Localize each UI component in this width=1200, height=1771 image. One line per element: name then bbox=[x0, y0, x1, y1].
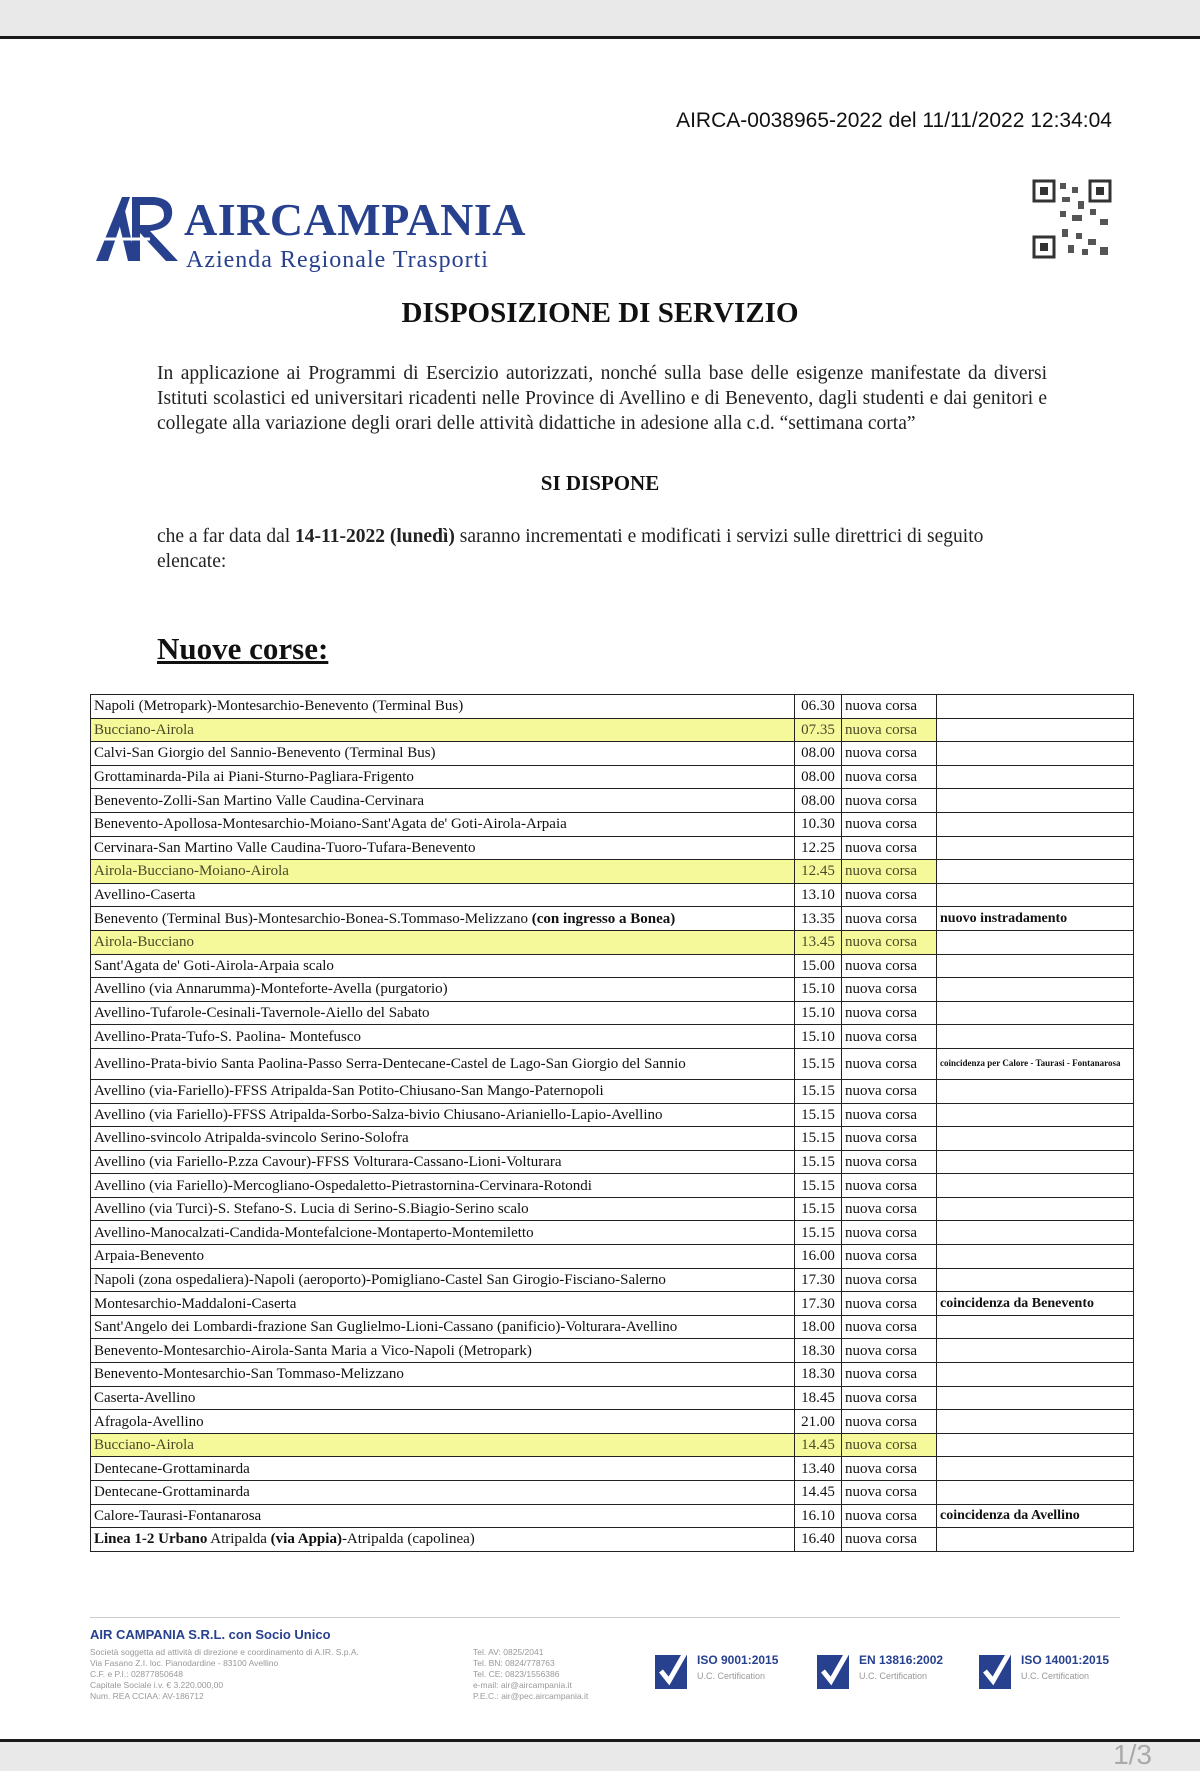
time-cell: 15.15 bbox=[795, 1174, 842, 1198]
route-text: Benevento (Terminal Bus)-Montesarchio-Bonea-S.Tommaso-Melizzano bbox=[94, 910, 532, 927]
route-cell bbox=[91, 1103, 795, 1127]
route-text: Avellino (via Fariello)-Mercogliano-Ospedaletto-Pietrastornina-Cervinara-Rotondi bbox=[94, 1177, 592, 1194]
type-cell: nuova corsa bbox=[842, 1221, 937, 1245]
route-cell bbox=[91, 1457, 795, 1481]
route-text: Afragola-Avellino bbox=[94, 1413, 204, 1430]
note-cell: coincidenza da Avellino bbox=[937, 1504, 1134, 1528]
route-text: Benevento-Montesarchio-Airola-Santa Maria a Vico-Napoli (Metropark) bbox=[94, 1342, 532, 1359]
route-text: Avellino-Prata-Tufo-S. Paolina- Montefusco bbox=[94, 1028, 362, 1045]
time-cell: 14.45 bbox=[795, 1433, 842, 1457]
table-row bbox=[91, 1315, 1134, 1339]
route-cell bbox=[91, 1504, 795, 1528]
time-cell: 12.25 bbox=[795, 836, 842, 860]
time-cell: 15.15 bbox=[795, 1127, 842, 1151]
table-row bbox=[91, 1174, 1134, 1198]
time-cell: 15.15 bbox=[795, 1221, 842, 1245]
time-cell: 13.40 bbox=[795, 1457, 842, 1481]
intro-paragraph: In applicazione ai Programmi di Esercizio autorizzati, nonché sulla base delle esigenze manifestate da diversi Istituti scolastici ed universitari ricadenti nelle Province di Avellino e di Benevento, dagli studenti e dai genitori e collegate alla variazione degli orari delle attività didattiche in adesione alla c.d. “settimana corta” bbox=[157, 363, 1047, 434]
note-cell bbox=[937, 836, 1134, 860]
table-row bbox=[91, 978, 1134, 1002]
certification-sub: U.C. Certification bbox=[697, 1671, 766, 1681]
route-text: Sant'Angelo dei Lombardi-frazione San Guglielmo-Lioni-Cassano (panificio)-Volturara-Avellino bbox=[94, 1319, 678, 1336]
note-cell: nuovo instradamento bbox=[937, 907, 1134, 931]
route-text: Airola-Bucciano bbox=[94, 934, 194, 951]
table-row bbox=[91, 765, 1134, 789]
note-cell bbox=[937, 1528, 1134, 1552]
time-cell: 16.40 bbox=[795, 1528, 842, 1552]
note-cell bbox=[937, 1221, 1134, 1245]
route-text: Sant'Agata de' Goti-Airola-Arpaia scalo bbox=[94, 957, 334, 974]
document-page bbox=[0, 36, 1200, 1770]
route-text: Benevento-Zolli-San Martino Valle Caudina-Cervinara bbox=[94, 792, 425, 809]
route-cell bbox=[91, 930, 795, 954]
time-cell: 17.30 bbox=[795, 1268, 842, 1292]
note-cell bbox=[937, 1410, 1134, 1434]
note-cell bbox=[937, 1079, 1134, 1103]
note-cell bbox=[937, 1268, 1134, 1292]
table-row bbox=[91, 1103, 1134, 1127]
table-row bbox=[91, 1245, 1134, 1269]
contact-line: Tel. BN: 0824/778763 bbox=[473, 1658, 555, 1668]
route-cell bbox=[91, 718, 795, 742]
certification-sub: U.C. Certification bbox=[1021, 1671, 1090, 1681]
decree-text-after: saranno incrementati e modificati i servizi sulle direttrici di seguito elencate: bbox=[157, 526, 984, 572]
route-cell bbox=[91, 1386, 795, 1410]
route-cell bbox=[91, 836, 795, 860]
note-cell bbox=[937, 883, 1134, 907]
route-text: Avellino-Tufarole-Cesinali-Tavernole-Aiello del Sabato bbox=[94, 1005, 430, 1022]
time-cell: 08.00 bbox=[795, 765, 842, 789]
routes-table bbox=[90, 694, 1134, 1552]
type-cell: nuova corsa bbox=[842, 1268, 937, 1292]
route-text: Avellino-Prata-bivio Santa Paolina-Passo Serra-Dentecane-Castel de Lago-San Giorgio del Sannio bbox=[94, 1055, 686, 1072]
page-number: 1/3 bbox=[1113, 1739, 1152, 1770]
table-row bbox=[91, 742, 1134, 766]
type-cell: nuova corsa bbox=[842, 1339, 937, 1363]
type-cell: nuova corsa bbox=[842, 907, 937, 931]
time-cell: 06.30 bbox=[795, 695, 842, 719]
time-cell: 16.10 bbox=[795, 1504, 842, 1528]
route-text: Avellino (via Fariello)-FFSS Atripalda-Sorbo-Salza-bivio Chiusano-Arianiello-Lapio-Avellino bbox=[94, 1106, 663, 1123]
table-row bbox=[91, 1528, 1134, 1552]
type-cell: nuova corsa bbox=[842, 1079, 937, 1103]
time-cell: 16.00 bbox=[795, 1245, 842, 1269]
time-cell: 13.10 bbox=[795, 883, 842, 907]
type-cell: nuova corsa bbox=[842, 1245, 937, 1269]
type-cell: nuova corsa bbox=[842, 789, 937, 813]
time-cell: 15.15 bbox=[795, 1103, 842, 1127]
route-cell bbox=[91, 1127, 795, 1151]
route-cell bbox=[91, 742, 795, 766]
type-cell: nuova corsa bbox=[842, 812, 937, 836]
route-text: Arpaia-Benevento bbox=[94, 1248, 204, 1265]
route-cell bbox=[91, 860, 795, 884]
route-text: Avellino-Caserta bbox=[94, 887, 196, 904]
route-cell bbox=[91, 1025, 795, 1049]
route-text: Avellino (via-Fariello)-FFSS Atripalda-San Potito-Chiusano-San Mango-Paternopoli bbox=[94, 1083, 604, 1100]
company-name: AIR CAMPANIA S.R.L. con Socio Unico bbox=[90, 1627, 331, 1642]
type-cell: nuova corsa bbox=[842, 1103, 937, 1127]
table-row bbox=[91, 812, 1134, 836]
contact-line: Tel. CE: 0823/1556386 bbox=[473, 1669, 560, 1679]
route-cell bbox=[91, 1001, 795, 1025]
type-cell: nuova corsa bbox=[842, 1127, 937, 1151]
route-text: Napoli (zona ospedaliera)-Napoli (aeroporto)-Pomigliano-Castel San Girogio-Fisciano-Salerno bbox=[94, 1271, 666, 1288]
route-cell bbox=[91, 1174, 795, 1198]
certification-name: ISO 14001:2015 bbox=[1021, 1653, 1110, 1667]
route-bold-text: (via Appia) bbox=[270, 1531, 342, 1548]
route-bold-text: Linea 1-2 Urbano bbox=[94, 1531, 208, 1548]
type-cell: nuova corsa bbox=[842, 1197, 937, 1221]
time-cell: 18.30 bbox=[795, 1363, 842, 1387]
time-cell: 15.10 bbox=[795, 1025, 842, 1049]
route-bold-text: (con ingresso a Bonea) bbox=[531, 910, 676, 927]
route-cell bbox=[91, 1079, 795, 1103]
table-row bbox=[91, 695, 1134, 719]
note-cell bbox=[937, 1363, 1134, 1387]
time-cell: 07.35 bbox=[795, 718, 842, 742]
table-row bbox=[91, 1386, 1134, 1410]
table-row bbox=[91, 1079, 1134, 1103]
brand-subtitle: Azienda Regionale Trasporti bbox=[186, 247, 489, 273]
route-text: Calvi-San Giorgio del Sannio-Benevento (Terminal Bus) bbox=[94, 745, 436, 762]
type-cell: nuova corsa bbox=[842, 1504, 937, 1528]
route-cell bbox=[91, 765, 795, 789]
route-cell bbox=[91, 1197, 795, 1221]
table-row bbox=[91, 930, 1134, 954]
contact-line: Tel. AV: 0825/2041 bbox=[473, 1647, 544, 1657]
type-cell: nuova corsa bbox=[842, 1363, 937, 1387]
route-text: Benevento-Apollosa-Montesarchio-Moiano-Sant'Agata de' Goti-Airola-Arpaia bbox=[94, 816, 567, 833]
qr-code-icon bbox=[1032, 179, 1112, 259]
type-cell: nuova corsa bbox=[842, 1315, 937, 1339]
type-cell: nuova corsa bbox=[842, 1150, 937, 1174]
type-cell: nuova corsa bbox=[842, 860, 937, 884]
table-row bbox=[91, 883, 1134, 907]
time-cell: 15.15 bbox=[795, 1150, 842, 1174]
section-heading: Nuove corse: bbox=[157, 631, 329, 666]
route-cell bbox=[91, 1528, 795, 1552]
note-cell bbox=[937, 1481, 1134, 1505]
table-row bbox=[91, 1433, 1134, 1457]
route-text: Avellino (via Turci)-S. Stefano-S. Lucia di Serino-S.Biagio-Serino scalo bbox=[94, 1201, 529, 1218]
decree-text-before: che a far data dal bbox=[157, 526, 296, 547]
table-row bbox=[91, 1001, 1134, 1025]
time-cell: 14.45 bbox=[795, 1481, 842, 1505]
table-row bbox=[91, 1025, 1134, 1049]
time-cell: 15.10 bbox=[795, 978, 842, 1002]
note-cell bbox=[937, 1245, 1134, 1269]
type-cell: nuova corsa bbox=[842, 718, 937, 742]
route-text: Dentecane-Grottaminarda bbox=[94, 1460, 250, 1477]
document-title: DISPOSIZIONE DI SERVIZIO bbox=[401, 297, 799, 329]
legal-line: Num. REA CCIAA: AV-186712 bbox=[90, 1691, 204, 1701]
route-text: Caserta-Avellino bbox=[94, 1389, 196, 1406]
type-cell: nuova corsa bbox=[842, 1410, 937, 1434]
note-cell bbox=[937, 695, 1134, 719]
certification-name: EN 13816:2002 bbox=[859, 1653, 944, 1667]
route-cell bbox=[91, 978, 795, 1002]
table-row bbox=[91, 836, 1134, 860]
route-text: Airola-Bucciano-Moiano-Airola bbox=[94, 863, 289, 880]
route-cell bbox=[91, 883, 795, 907]
legal-line: Via Fasano Z.I. loc. Pianodardine - 83100 Avellino bbox=[90, 1658, 279, 1668]
note-cell bbox=[937, 1339, 1134, 1363]
type-cell: nuova corsa bbox=[842, 978, 937, 1002]
route-text: -Atripalda (capolinea) bbox=[341, 1531, 475, 1548]
table-row bbox=[91, 1504, 1134, 1528]
note-cell bbox=[937, 1386, 1134, 1410]
route-cell bbox=[91, 1433, 795, 1457]
table-row bbox=[91, 1048, 1134, 1079]
time-cell: 10.30 bbox=[795, 812, 842, 836]
footer-divider bbox=[90, 1617, 1120, 1618]
si-dispone-heading: SI DISPONE bbox=[540, 471, 660, 495]
time-cell: 08.00 bbox=[795, 789, 842, 813]
table-row bbox=[91, 1127, 1134, 1151]
certification-name: ISO 9001:2015 bbox=[697, 1653, 779, 1667]
route-text: Bucciano-Airola bbox=[94, 1437, 194, 1454]
note-cell bbox=[937, 812, 1134, 836]
type-cell: nuova corsa bbox=[842, 836, 937, 860]
decree-paragraph bbox=[157, 524, 1047, 574]
type-cell: nuova corsa bbox=[842, 742, 937, 766]
time-cell: 17.30 bbox=[795, 1292, 842, 1316]
table-row bbox=[91, 789, 1134, 813]
route-text: Montesarchio-Maddaloni-Caserta bbox=[94, 1295, 297, 1312]
time-cell: 12.45 bbox=[795, 860, 842, 884]
table-row bbox=[91, 1481, 1134, 1505]
route-text: Atripalda bbox=[207, 1531, 271, 1548]
time-cell: 15.00 bbox=[795, 954, 842, 978]
legal-line: Società soggetta ad attività di direzione e coordinamento di A.IR. S.p.A. bbox=[90, 1647, 359, 1657]
route-text: Calore-Taurasi-Fontanarosa bbox=[94, 1507, 262, 1524]
time-cell: 08.00 bbox=[795, 742, 842, 766]
type-cell: nuova corsa bbox=[842, 930, 937, 954]
type-cell: nuova corsa bbox=[842, 883, 937, 907]
route-cell bbox=[91, 1221, 795, 1245]
route-cell bbox=[91, 1150, 795, 1174]
aircampania-logo-icon bbox=[92, 189, 182, 269]
table-row bbox=[91, 1221, 1134, 1245]
table-row bbox=[91, 1197, 1134, 1221]
time-cell: 15.15 bbox=[795, 1048, 842, 1079]
time-cell: 21.00 bbox=[795, 1410, 842, 1434]
note-cell bbox=[937, 1001, 1134, 1025]
route-cell bbox=[91, 1292, 795, 1316]
note-cell bbox=[937, 860, 1134, 884]
note-cell bbox=[937, 978, 1134, 1002]
brand-logo bbox=[92, 189, 526, 299]
note-cell: coincidenza da Benevento bbox=[937, 1292, 1134, 1316]
note-cell bbox=[937, 1197, 1134, 1221]
type-cell: nuova corsa bbox=[842, 1292, 937, 1316]
certification-sub: U.C. Certification bbox=[859, 1671, 928, 1681]
type-cell: nuova corsa bbox=[842, 1048, 937, 1079]
type-cell: nuova corsa bbox=[842, 1174, 937, 1198]
route-text: Benevento-Montesarchio-San Tommaso-Melizzano bbox=[94, 1366, 404, 1383]
table-row bbox=[91, 1457, 1134, 1481]
type-cell: nuova corsa bbox=[842, 1386, 937, 1410]
legal-line: Capitale Sociale i.v. € 3.220.000,00 bbox=[90, 1680, 224, 1690]
route-text: Grottaminarda-Pila ai Piani-Sturno-Pagliara-Frigento bbox=[94, 769, 414, 786]
type-cell: nuova corsa bbox=[842, 1528, 937, 1552]
legal-info bbox=[90, 1647, 450, 1702]
note-cell bbox=[937, 930, 1134, 954]
route-cell bbox=[91, 1363, 795, 1387]
type-cell: nuova corsa bbox=[842, 1457, 937, 1481]
brand-name: AIRCAMPANIA bbox=[184, 194, 526, 245]
protocol-number: AIRCA-0038965-2022 del 11/11/2022 12:34:04 bbox=[676, 109, 1112, 132]
note-cell bbox=[937, 1150, 1134, 1174]
route-cell bbox=[91, 1315, 795, 1339]
type-cell: nuova corsa bbox=[842, 954, 937, 978]
note-cell bbox=[937, 1103, 1134, 1127]
note-cell bbox=[937, 1174, 1134, 1198]
type-cell: nuova corsa bbox=[842, 1433, 937, 1457]
note-cell bbox=[937, 718, 1134, 742]
type-cell: nuova corsa bbox=[842, 765, 937, 789]
table-row bbox=[91, 1150, 1134, 1174]
time-cell: 18.45 bbox=[795, 1386, 842, 1410]
checkmark-badge-icon bbox=[817, 1651, 849, 1691]
table-row bbox=[91, 860, 1134, 884]
decree-date: 14-11-2022 (lunedì) bbox=[295, 526, 455, 547]
note-cell: coincidenza per Calore - Taurasi - Fontanarosa bbox=[937, 1048, 1134, 1079]
note-cell bbox=[937, 1433, 1134, 1457]
route-cell bbox=[91, 907, 795, 931]
note-cell bbox=[937, 789, 1134, 813]
route-text: Cervinara-San Martino Valle Caudina-Tuoro-Tufara-Benevento bbox=[94, 839, 476, 856]
checkmark-badge-icon bbox=[655, 1651, 687, 1691]
note-cell bbox=[937, 1127, 1134, 1151]
route-text: Napoli (Metropark)-Montesarchio-Benevento (Terminal Bus) bbox=[94, 698, 464, 715]
route-cell bbox=[91, 1048, 795, 1079]
table-row bbox=[91, 1410, 1134, 1434]
note-cell bbox=[937, 742, 1134, 766]
type-cell: nuova corsa bbox=[842, 695, 937, 719]
table-row bbox=[91, 1363, 1134, 1387]
route-cell bbox=[91, 1481, 795, 1505]
type-cell: nuova corsa bbox=[842, 1025, 937, 1049]
contact-line: e-mail: air@aircampania.it bbox=[473, 1680, 572, 1690]
route-cell bbox=[91, 1339, 795, 1363]
contact-info bbox=[473, 1647, 673, 1702]
table-row bbox=[91, 1339, 1134, 1363]
table-row bbox=[91, 954, 1134, 978]
route-text: Bucciano-Airola bbox=[94, 721, 194, 738]
route-text: Avellino-svincolo Atripalda-svincolo Serino-Solofra bbox=[94, 1130, 409, 1147]
time-cell: 13.35 bbox=[795, 907, 842, 931]
time-cell: 15.15 bbox=[795, 1079, 842, 1103]
route-text: Avellino (via Annarumma)-Monteforte-Avella (purgatorio) bbox=[94, 981, 448, 998]
route-cell bbox=[91, 812, 795, 836]
route-cell bbox=[91, 954, 795, 978]
note-cell bbox=[937, 954, 1134, 978]
time-cell: 15.10 bbox=[795, 1001, 842, 1025]
route-cell bbox=[91, 789, 795, 813]
type-cell: nuova corsa bbox=[842, 1001, 937, 1025]
note-cell bbox=[937, 1457, 1134, 1481]
time-cell: 18.00 bbox=[795, 1315, 842, 1339]
note-cell bbox=[937, 1025, 1134, 1049]
note-cell bbox=[937, 1315, 1134, 1339]
contact-line: P.E.C.: air@pec.aircampania.it bbox=[473, 1691, 589, 1701]
route-text: Avellino (via Fariello-P.zza Cavour)-FFSS Volturara-Cassano-Lioni-Volturara bbox=[94, 1153, 562, 1170]
time-cell: 13.45 bbox=[795, 930, 842, 954]
route-cell bbox=[91, 695, 795, 719]
type-cell: nuova corsa bbox=[842, 1481, 937, 1505]
time-cell: 15.15 bbox=[795, 1197, 842, 1221]
table-row bbox=[91, 1292, 1134, 1316]
table-row bbox=[91, 718, 1134, 742]
route-text: Dentecane-Grottaminarda bbox=[94, 1484, 250, 1501]
note-cell bbox=[937, 765, 1134, 789]
time-cell: 18.30 bbox=[795, 1339, 842, 1363]
route-cell bbox=[91, 1245, 795, 1269]
table-row bbox=[91, 1268, 1134, 1292]
route-text: Avellino-Manocalzati-Candida-Montefalcione-Montaperto-Montemiletto bbox=[94, 1224, 534, 1241]
route-cell bbox=[91, 1410, 795, 1434]
legal-line: C.F. e P.I.: 02877850648 bbox=[90, 1669, 183, 1679]
table-row bbox=[91, 907, 1134, 931]
route-cell bbox=[91, 1268, 795, 1292]
checkmark-badge-icon bbox=[979, 1651, 1011, 1691]
